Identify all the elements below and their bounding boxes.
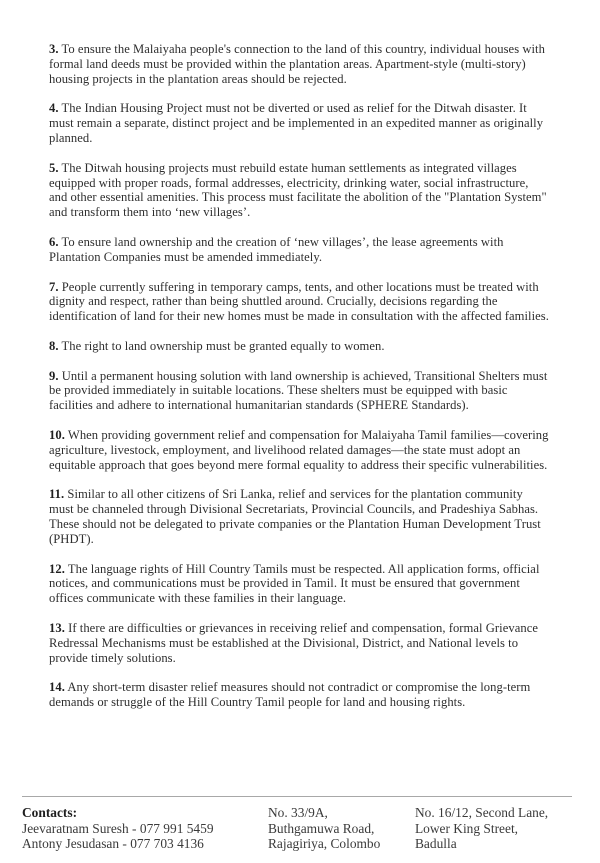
demand-item — [49, 369, 549, 414]
address-line: Lower King Street, — [415, 820, 519, 836]
demand-item — [49, 101, 549, 146]
demand-item — [49, 487, 549, 546]
demand-text: Any short-term disaster relief measures should not contradict or compromise the long-term demands or struggle of the Hill Country Tamil people for land and housing rights. — [49, 680, 531, 710]
address-line: Rajagiriya, Colombo — [268, 836, 381, 851]
demand-number: 10. — [49, 427, 65, 442]
demand-item — [49, 235, 549, 265]
contact-entry: Antony Jesudasan - 077 703 4136 — [22, 836, 204, 851]
demand-text: To ensure land ownership and the creation of ‘new villages’, the lease agreements with Plantation Companies must be amended immediately. — [49, 234, 504, 264]
demand-number: 11. — [49, 487, 65, 502]
contacts-block — [22, 805, 214, 852]
demand-item — [49, 280, 549, 325]
demand-item — [49, 621, 549, 666]
demand-text: People currently suffering in temporary camps, tents, and other locations must be treated with dignity and respect, rather than being shuttled around. Crucially, decisions regarding the identification of land for their new homes must be made in consultation with the affected families. — [49, 279, 549, 324]
demand-text: Similar to all other citizens of Sri Lanka, relief and services for the plantation community must be channeled through Divisional Secretariats, Provincial Councils, and Pradeshiya Sabhas. These should not be delegated to private companies or the Plantation Human Development Trust (PHDT). — [49, 487, 541, 546]
address-colombo — [268, 805, 380, 852]
contacts-heading: Contacts: — [22, 805, 78, 820]
demand-number: 9. — [49, 368, 59, 383]
demand-number: 3. — [49, 42, 59, 56]
demand-item — [49, 428, 549, 473]
demand-number: 8. — [49, 338, 59, 353]
demand-number: 12. — [49, 561, 65, 576]
address-line: Badulla — [415, 836, 457, 851]
demand-item — [49, 161, 549, 220]
demand-text: To ensure the Malaiyaha people's connection to the land of this country, individual houses with formal land deeds must be provided within the plantation areas. Apartment-style (multi-story) housing projects in the plantation areas should be rejected. — [49, 42, 545, 86]
contact-entry: Jeevaratnam Suresh - 077 991 5459 — [22, 820, 214, 836]
address-line: Buthgamuwa Road, — [268, 820, 375, 836]
demand-text: If there are difficulties or grievances in receiving relief and compensation, formal Grievance Redressal Mechanisms must be established at the Divisional, District, and National levels to provide timely solutions. — [49, 620, 538, 665]
demand-text: When providing government relief and compensation for Malaiyaha Tamil families—covering agriculture, livestock, employment, and livelihood related damages—the state must adopt an equitable approach that goes beyond mere formal equality to address their specific vulnerabilities. — [49, 427, 549, 472]
demand-item — [49, 339, 549, 354]
demand-number: 13. — [49, 620, 65, 635]
demand-item — [49, 562, 549, 607]
demand-number: 14. — [49, 680, 65, 695]
demand-item — [49, 42, 549, 87]
demand-text: The right to land ownership must be granted equally to women. — [58, 338, 385, 353]
demand-text: The Indian Housing Project must not be diverted or used as relief for the Ditwah disaster. It must remain a separate, distinct project and be implemented in an expedited manner as originally planned. — [49, 101, 544, 146]
address-line: No. 16/12, Second Lane, — [415, 805, 549, 820]
demand-text: The language rights of Hill Country Tamils must be respected. All application forms, official notices, and communications must be provided in Tamil. It must be ensured that government offices communicate with these families in their language. — [49, 561, 540, 606]
demand-number: 5. — [49, 160, 59, 175]
address-badulla — [415, 805, 548, 852]
demand-text: The Ditwah housing projects must rebuild estate human settlements as integrated villages equipped with proper roads, formal addresses, electricity, drinking water, social infrastructure, and other essential amenities. This process must facilitate the abolition of the "Plantation System" and transform them into ‘new villages’. — [49, 160, 547, 220]
demands-list — [49, 42, 549, 710]
demand-number: 6. — [49, 234, 59, 249]
address-line: No. 33/9A, — [268, 805, 328, 820]
footer-divider — [22, 796, 572, 797]
demand-text: Until a permanent housing solution with land ownership is achieved, Transitional Shelters must be provided immediately in suitable locations. These shelters must be equipped with basic facilities and adhere to international humanitarian standards (SPHERE Standards). — [49, 368, 548, 413]
demand-number: 4. — [49, 101, 59, 116]
demand-item — [49, 680, 549, 710]
demand-number: 7. — [49, 279, 59, 294]
